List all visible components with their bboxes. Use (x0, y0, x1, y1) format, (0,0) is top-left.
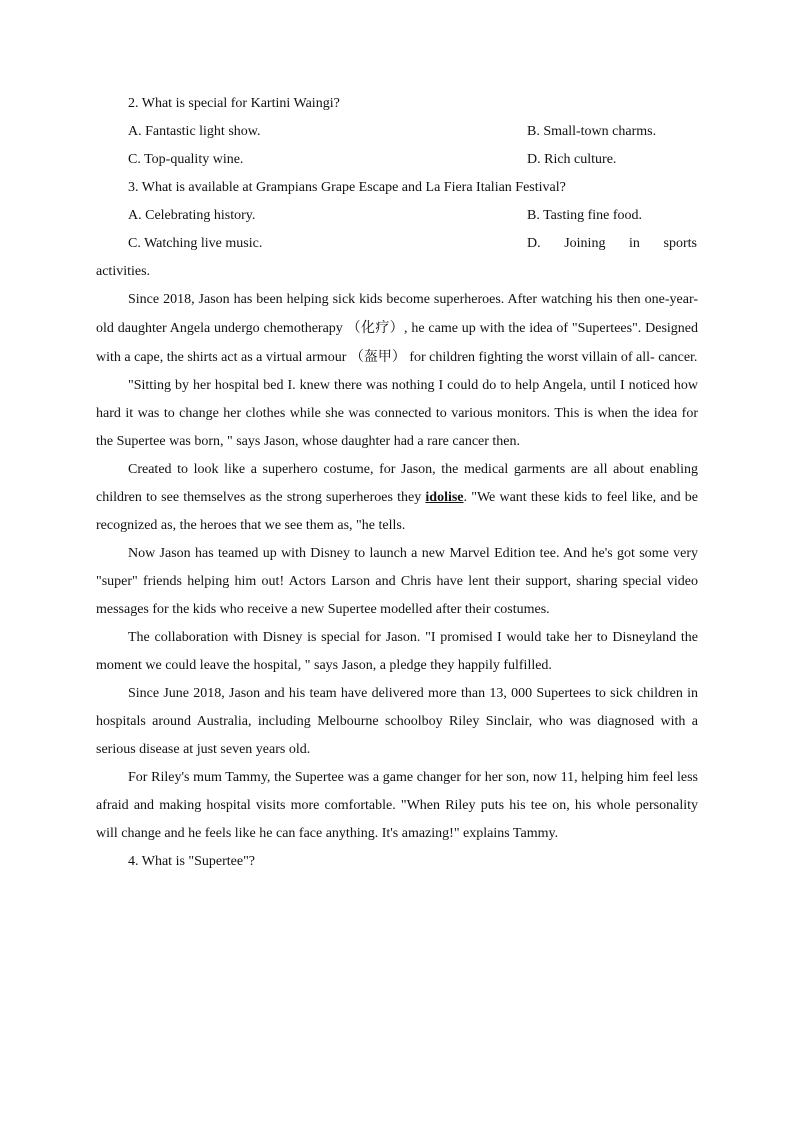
option-3b[interactable]: B. Tasting fine food. (527, 208, 643, 223)
passage-paragraph-6: Since June 2018, Jason and his team have delivered more than 13, 000 Supertees to sick children in hospitals around Australia, including Melbourne schoolboy Riley Sinclair, who was diagnosed with a serious disease at just seven years old. (96, 686, 698, 757)
chinese-gloss-chemotherapy: （化疗） (346, 320, 404, 336)
document-page (96, 90, 698, 876)
option-3d-word-2: in (629, 236, 640, 251)
option-2b[interactable]: B. Small-town charms. (527, 124, 657, 139)
question-3-options-row-1 (96, 202, 698, 230)
paragraph-1-text-c: for children fighting the worst villain of all- cancer. (405, 350, 698, 365)
option-3d-word-3: sports (663, 236, 697, 251)
paragraph-3-text-a: Created to look like a superhero costume, for Jason, the medical garments are all about enabling children to see themselves as the strong superheroes they (96, 462, 698, 505)
option-2d[interactable]: D. Rich culture. (527, 152, 617, 167)
option-3d-continuation: activities. (96, 264, 151, 279)
passage-paragraph-5: The collaboration with Disney is special for Jason. "I promised I would take her to Disneyland the moment we could leave the hospital, " says Jason, a pledge they happily fulfilled. (96, 630, 698, 673)
question-3-stem: 3. What is available at Grampians Grape Escape and La Fiera Italian Festival? (128, 180, 566, 195)
chinese-gloss-armour: （盔甲） (349, 349, 406, 365)
question-3-options-row-2 (96, 230, 698, 258)
question-2-stem: 2. What is special for Kartini Waingi? (128, 96, 340, 111)
option-3d-word-1: Joining (564, 236, 606, 251)
passage-paragraph-2: "Sitting by her hospital bed I. knew there was nothing I could do to help Angela, until I noticed how hard it was to change her clothes while she was connected to various monitors. This is when the idea for the Supertee was born, " says Jason, whose daughter had a rare cancer then. (96, 378, 698, 449)
passage-paragraph-7: For Riley's mum Tammy, the Supertee was a game changer for her son, now 11, helping him feel less afraid and making hospital visits more comfortable. "When Riley puts his tee on, his whole personality will change and he feels like he can face anything. It's amazing!" explains Tammy. (96, 770, 698, 841)
passage-paragraph-1 (96, 286, 698, 372)
question-2-options-row-1 (96, 118, 698, 146)
paragraph-1-text-b: , he came up with the idea of "Supertees". Designed with a cape, the shirts act as a virtual armour (96, 321, 698, 365)
paragraph-3-text-b: . "We want these kids to feel like, and be recognized as, the heroes that we see them as, "he tells. (96, 490, 698, 533)
question-2-options-row-2 (96, 146, 698, 174)
option-3d[interactable] (527, 230, 697, 258)
option-3d-letter: D. (527, 236, 541, 251)
question-4-stem: 4. What is "Supertee"? (128, 854, 256, 869)
keyword-idolise: idolise (425, 490, 464, 505)
passage-paragraph-3 (96, 456, 698, 540)
passage-paragraph-4: Now Jason has teamed up with Disney to launch a new Marvel Edition tee. And he's got some very "super" friends helping him out! Actors Larson and Chris have lent their support, sharing special video messages for the kids who receive a new Supertee modelled after their costumes. (96, 546, 698, 617)
option-2a[interactable]: A. Fantastic light show. (128, 124, 261, 139)
option-3c[interactable]: C. Watching live music. (128, 236, 263, 251)
option-3a[interactable]: A. Celebrating history. (128, 208, 256, 223)
option-2c[interactable]: C. Top-quality wine. (128, 152, 244, 167)
paragraph-1-text-a: Since 2018, Jason has been helping sick kids become superheroes. After watching his then one-year-old daughter Angela undergo chemotherapy (96, 292, 698, 336)
